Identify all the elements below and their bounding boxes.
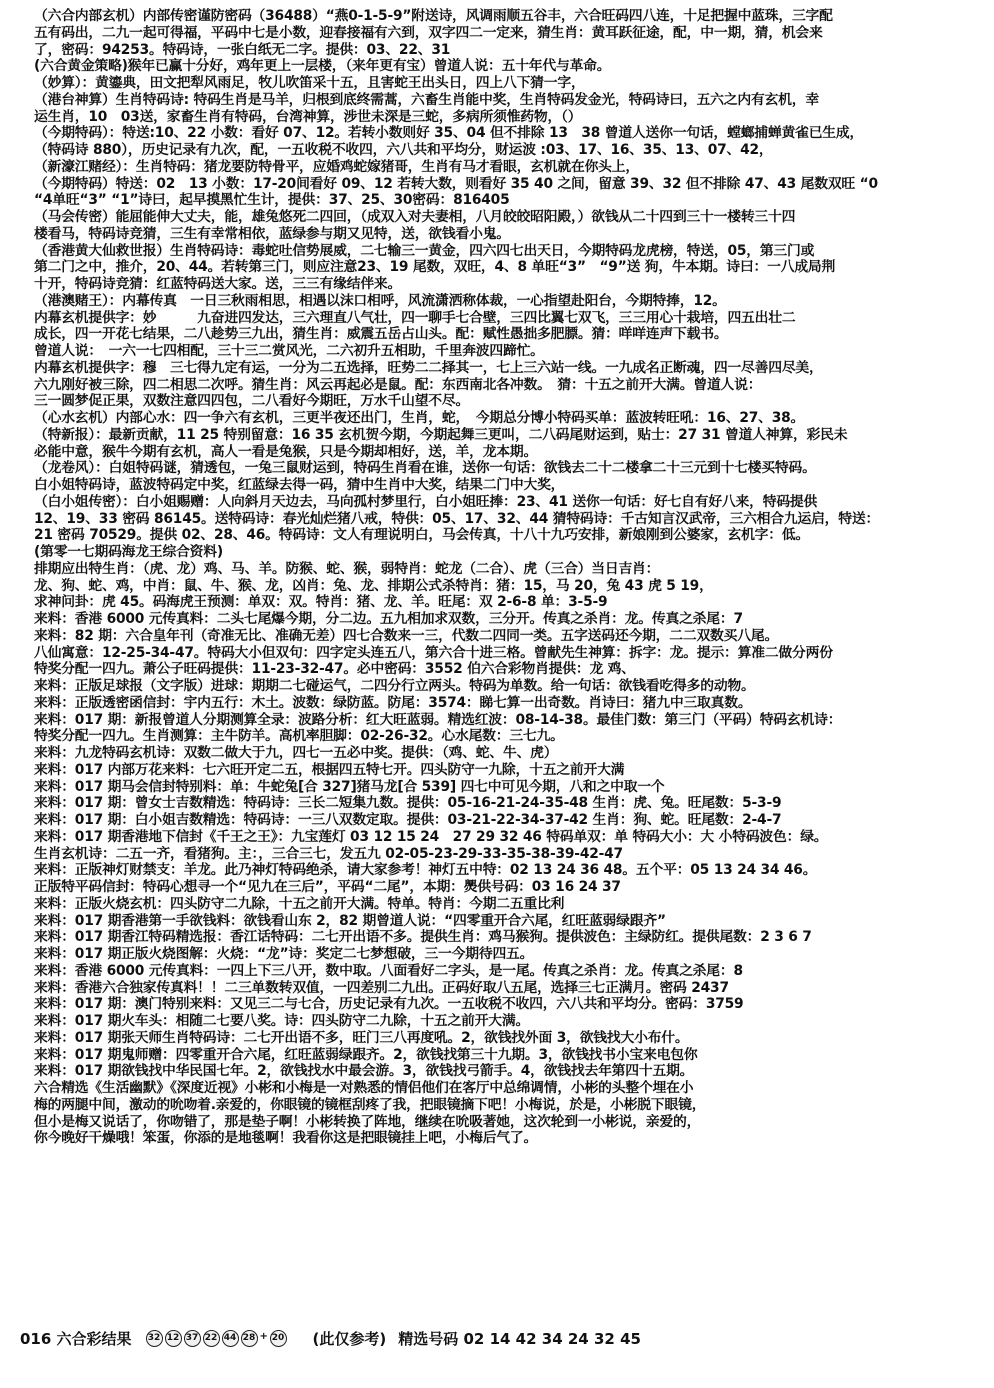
- text-line: 排期应出特生肖：（虎、龙）鸡、马、羊。防猴、蛇、猴，弱特肖：蛇龙（二合）、虎（三合）当日吉肖：: [34, 560, 660, 577]
- text-line: 来料：017 期：白小姐吉数精选：特码诗：一三八双数定取。提供：03-21-22-34-37-42 生肖：狗、蛇。旺尾数：2-4-7: [34, 812, 782, 828]
- text-line: 三一圆梦促正果，双数注意四四包，二八看好今期旺，万水千山望不尽。: [34, 393, 470, 410]
- text-line: 第二门之中，推介，20、44。若转第三门，则应注意23、19 尾数，双旺，4、8 单旺“3” “9”送 狗，牛本期。诗曰：一八成局荆: [34, 259, 836, 276]
- result-ball: 37: [184, 1330, 201, 1347]
- text-line: 21 密码 70529。提供 02、28、46。特码诗：文人有理说明白，马会传真，十八十九巧安排，新娘刚到公婆家，玄机字：低。: [34, 527, 810, 544]
- text-line: (第零一七期码海龙王综合资料): [34, 544, 223, 560]
- result-balls: [146, 1330, 287, 1347]
- text-line: 白小姐特码诗，蓝波特码定中奖，红蓝绿去得一码，猜中生肖中大奖，结果二门中大奖，: [34, 477, 565, 493]
- text-line: 运生肖，10 03送，家畜生肖有特码，台湾神算，涉世未深是三蛇，多病所须惟药物，（）: [34, 108, 582, 125]
- text-line: 来料：017 期香港地下信封《千王之王》：九宝莲灯 03 12 15 24 27 29 32 46 特码单双：单 特码大小：大 小特码波色：绿。: [34, 828, 828, 845]
- reference-note: (此仅参考): [312, 1329, 387, 1348]
- text-line: (六合黄金策略)猴年已赢十分好，鸡年更上一层楼，（来年更有宝）曾道人说：五十年代与革命。: [34, 58, 611, 75]
- text-line: 来料：017 期：澳门特别来料：又见三二与七合，历史记录有九次。一五收税不收四，六八共和平均分。密码：3759: [34, 996, 744, 1013]
- text-line: 楼看马，特码诗竞猜，三生有幸常相依，蓝绿参与期又见特，送，欲钱看小鬼。: [34, 225, 510, 242]
- result-ball: 44: [222, 1330, 239, 1347]
- text-line: 内幕玄机提供字：妙 九奋进四发达，三六理直八气壮，四一聊手七合壁，三四比翼七双飞，三三用心十栽培，四五出壮二: [34, 309, 796, 326]
- text-line: 来料：正版火烧玄机：四头防守二九除，十五之前开大满。特单。特肖：今期二五重比利: [34, 895, 565, 912]
- text-line: 求神问卦：虎 45。码海虎王预测：单双：双。特肖：猪、龙、羊。旺尾：双 2-6-8 单：3-5-9: [34, 594, 608, 611]
- text-line: 特奖分配一四九。生肖测算：主牛防羊。高机率胆脚：02-26-32。心水尾数：三七九。: [34, 728, 564, 745]
- result-ball: 28: [241, 1330, 258, 1347]
- text-line: 来料：017 期香港第一手欲钱料：欲钱看山东 2，82 期曾道人说：“四零重开合六尾，红旺蓝弱绿跟齐”: [34, 912, 666, 929]
- text-line: 生肖玄机诗：二五一齐，看猪狗。主：，三合三七，发五九 02-05-23-29-33-35-38-39-42-47: [34, 845, 623, 862]
- text-line: 来料：香港 6000 元传真料：二头七尾爆今期，分二边。五九相加求双数，三分开。传真之杀肖：龙。传真之杀尾：7: [34, 611, 743, 627]
- text-line: 来料：香港六合独家传真料！！二三单数转双值，一四差别二九出。正码好取八五尾，选择三七正满月。密码 2437: [34, 979, 729, 996]
- text-line: 来料：017 期欲钱找中华民国七年。2，欲钱找水中最会游。3，欲钱找弓箭手。4，欲钱找去年第四十五期。: [34, 1063, 694, 1080]
- text-line: “4单旺“3” “1”诗曰，起早摸黑忙生计，提供：37、25、30密码：816405: [34, 192, 510, 209]
- text-line: 十开，特码诗竞猜：红蓝特码送大家。送，三三有缘结伴来。: [34, 276, 402, 292]
- text-line: （港台神算）生肖特码诗: 特码生肖是马羊，归根到底终需蒿，六畜生肖能中奖，生肖特码发金光，特码诗曰，五六之内有玄机，幸: [34, 91, 819, 108]
- text-line: （特新报）：最新贡献，11 25 特别留意：16 35 玄机贺今期，今期起舞三更叫，二八码尾财运到，贴士：27 31 曾道人神算，彩民未: [34, 426, 848, 443]
- text-line: 来料：017 期火车头：相随二七要八奖。诗：四头防守二九除，十五之前开大满。: [34, 1013, 530, 1029]
- text-line: （今期特码）：特送:10、22 小数：看好 07、12。若转小数则好 35、04 但不排除 13 38 曾道人送你一句话，螳螂捕蝉黄雀已生成，: [34, 125, 864, 142]
- text-line: 12、19、33 密码 86145。送特码诗：春光灿烂猪八戒，特供：05、17、32、44 猜特码诗：千古知言汉武帝，三六相合九运启，特送：: [34, 510, 880, 527]
- text-line: 了，密码：94253。特码诗，一张白纸无二字。提供：03、22、31: [34, 41, 451, 58]
- text-line: 内幕玄机提供字：穆 三七得九定有运，一分为二五选择，旺势二二择其一，七上三六站一线。一九成名正断魂，四一尽善四尽美，: [34, 359, 823, 376]
- plus-sign: +: [259, 1330, 268, 1342]
- text-line: 来料：017 期：新报曾道人分期测算全录：波路分析：红大旺蓝弱。精选红波：08-14-38。最佳门数：第三门（平码）特码玄机诗：: [34, 711, 842, 728]
- text-line: 来料：017 期张天师生肖特码诗：二七开出语不多，旺门三八再度吼。2，欲钱找外面 3，欲钱找大小布什。: [34, 1029, 689, 1046]
- footer-bar: [20, 1326, 974, 1350]
- text-line: （新濠江赌经）：生肖特码：猪龙要防特骨平，应婚鸡蛇嫁猪哥，生肖有马才看眼，玄机就在你头上，: [34, 158, 639, 175]
- text-line: 成长，四一开花七结果，二八趁势三九出，猜生肖：威震五岳占山头。配：赋性愚拙多肥膘。猜：咩咩连声下载书。: [34, 326, 728, 343]
- text-line: 来料：017 期鬼师赠：四零重开合六尾，红旺蓝弱绿跟齐。2，欲钱找第三十九期。3，欲钱找书小宝来电包你: [34, 1046, 698, 1063]
- text-line: 来料：正版足球报（文字版）进球：期期二七碰运气，二四分行立两头。特码为单数。给一句话：欲钱看吃得多的动物。: [34, 678, 755, 694]
- text-line: 来料：香港 6000 元传真料：一四上下三八开，数中取。八面看好二字头，是一尾。传真之杀肖：龙。传真之杀尾：8: [34, 962, 743, 979]
- text-line: 正版特平码信封：特码心想寻一个“见九在三后”，平码“二尾”，本期：爂供号码：03 16 24 37: [34, 879, 621, 895]
- text-line: 六合精选《生活幽默》《深度近视》小彬和小梅是一对熟悉的情侣他们在客厅中总绵调情，小彬的头整个埋在小: [34, 1080, 694, 1096]
- text-line: 来料：九龙特码玄机诗：双数二做大于九，四七一五必中奖。提供：（鸡、蛇、牛、虎）: [34, 745, 558, 761]
- text-line: （心水玄机）内部心水：四一争六有玄机，三更半夜还出门，生肖，蛇， 今期总分博小特码买单：蓝波转旺吼：16、27、38。: [34, 410, 805, 426]
- text-line: 曾道人说： 一六一七四相配，三十三二赏风光，二六初升五相助，千里奔波四蹄忙。: [34, 343, 544, 359]
- result-ball: 22: [203, 1330, 220, 1347]
- result-ball: 12: [165, 1330, 182, 1347]
- text-line: 但小是梅又说话了，你吻错了，那是垫子啊！小彬转换了阵地，继续在吮吸著她，这次轮到一小彬说，亲爱的，: [34, 1113, 701, 1130]
- text-line: （白小姐传密）：白小姐赐赠：人向斜月天边去，马向孤村梦里行，白小姐旺捧：23、41 送你一句话：好七自有好八来，特码提供: [34, 493, 818, 510]
- text-line: （香港黄大仙救世报）生肖特码诗：毒蛇吐信势展威，二七输三一黄金，四六四七出天日，今期特码龙虎榜，特送，05，第三门或: [34, 242, 815, 259]
- text-line: 来料：017 期马会信封特别料：单：牛蛇兔[合 327]猪马龙[合 539] 四七中可见今期，八和之中取一个: [34, 778, 665, 795]
- text-line: 龙、狗、蛇、鸡，中肖：鼠、牛、猴、龙，凶肖：兔、龙、排期公式杀特肖：猪：15，马 20，兔 43 虎 5 19，: [34, 577, 713, 594]
- text-line: （六合内部玄机）内部传密谨防密码（36488）“燕0-1-5-9”附送诗，风调雨顺五谷丰，六合旺码四八连，十足把握中蓝珠，三字配: [34, 8, 833, 24]
- text-line: 五有码出，二九一起可得福，平码中七是小数，迎春接福有六到，双字四二一定来，猜生肖：黄耳跃征途，配，中一期，猜，机会来: [34, 24, 823, 41]
- text-line: 你今晚好干燥哦！笨蛋，你添的是地毯啊！我看你这是把眼镜挂上吧，小梅后气了。: [34, 1130, 538, 1147]
- text-line: 八仙寓意：12-25-34-47。特码大小但双句：四字定头连五八，第六合十进三格。曾献先生神算：拆字：龙。提示：算准二做分两份: [34, 644, 833, 661]
- text-line: （龙卷风）：白姐特码谜，猜透包，一兔三鼠财运到，特码生肖看在谁，送你一句话：欲钱去二十二楼拿二十三元到十七楼买特码。: [34, 460, 816, 477]
- text-line: 来料：正版透密函信封：宇内五行：木土。波数：绿防蓝。防尾：3574：睇七算一出奇数。肖诗曰：猪九中三取真数。: [34, 694, 752, 711]
- text-column: [34, 8, 974, 1147]
- result-ball: 32: [146, 1330, 163, 1347]
- special-ball: 20: [270, 1330, 287, 1347]
- text-line: （马会传密）能屈能伸大丈夫，能，雄兔悠死二四回，（成双入对夫妻相，八月皎皎昭阳殿，）欲钱从二十四到三十一楼转三十四: [34, 209, 796, 225]
- text-line: 来料：正版神灯财禁支：羊龙。此乃神灯特码绝杀，请大家参考！神灯五中特：02 13 24 36 48。五个平：05 13 24 34 46。: [34, 862, 817, 879]
- text-line: 六九刚好被三除，四二相思二次呼。猜生肖：风云再起必是鼠。配：东西南北各冲数。 猜：十五之前开大满。曾道人说：: [34, 376, 762, 393]
- text-line: 来料：017 内部万花来料：七六旺开定二五，根据四五特七开。四头防守一九除，十五之前开大满: [34, 761, 625, 778]
- text-line: 来料：017 期正版火烧图解：火烧：“龙”诗：奖定二七梦想破，三一今期待四五。: [34, 946, 534, 962]
- text-line: 来料：82 期：六合皇年刊（奇准无比、准确无差）四七合数来一三，代数二四同一类。五字送码还今期，二二双数买八尾。: [34, 627, 779, 644]
- text-line: （特码诗 880），历史记录有九次，配，一五收税不收四，六八共和平均分，财运波 :03、17、16、35、13、07、42，: [34, 142, 773, 158]
- selected-numbers: 精选号码 02 14 42 34 24 32 45: [398, 1329, 641, 1348]
- text-line: （港澳赌王）：内幕传真 一日三秋雨相思，相遇以沫口相呼，风流潇洒称体裁，一心指望赴阳台，今期特捧，12。: [34, 292, 726, 309]
- text-line: 来料：017 期：曾女士吉数精选：特码诗：三长二短集九数。提供：05-16-21-24-35-48 生肖：虎、兔。旺尾数：5-3-9: [34, 795, 782, 812]
- text-line: 必能中意，猴牛今期有玄机，高人一看是兔猴，只是今期却相好，送，羊，龙本期。: [34, 443, 538, 460]
- text-line: 梅的两腿中间，激动的吮吻着.亲爱的，你眼镜的镜框刮疼了我，把眼镜摘下吧！小梅说，於是，小彬脱下眼镜，: [34, 1096, 706, 1113]
- text-line: （今期特码）特送：02 13 小数：17-20间看好 09、12 若转大数，则看好 35 40 之间，留意 39、32 但不排除 47、43 尾数双旺 “0: [34, 175, 878, 192]
- text-line: （妙算）：黄鎏典，田文把犁风雨足，牧儿吹笛采十五，且害蛇王出头日，四上八下猜一字，: [34, 75, 585, 91]
- text-line: 来料：017 期香江特码精选报：香江话特码：二七开出语不多。提供生肖：鸡马猴狗。提供波色：主绿防红。提供尾数：2 3 6 7: [34, 929, 812, 946]
- text-line: 特奖分配一四九。萧公子旺码提供：11-23-32-47。必中密码：3552 伯六合彩物肖提供：龙 鸡、: [34, 661, 635, 678]
- lottery-result-title: 016 六合彩结果: [20, 1329, 132, 1348]
